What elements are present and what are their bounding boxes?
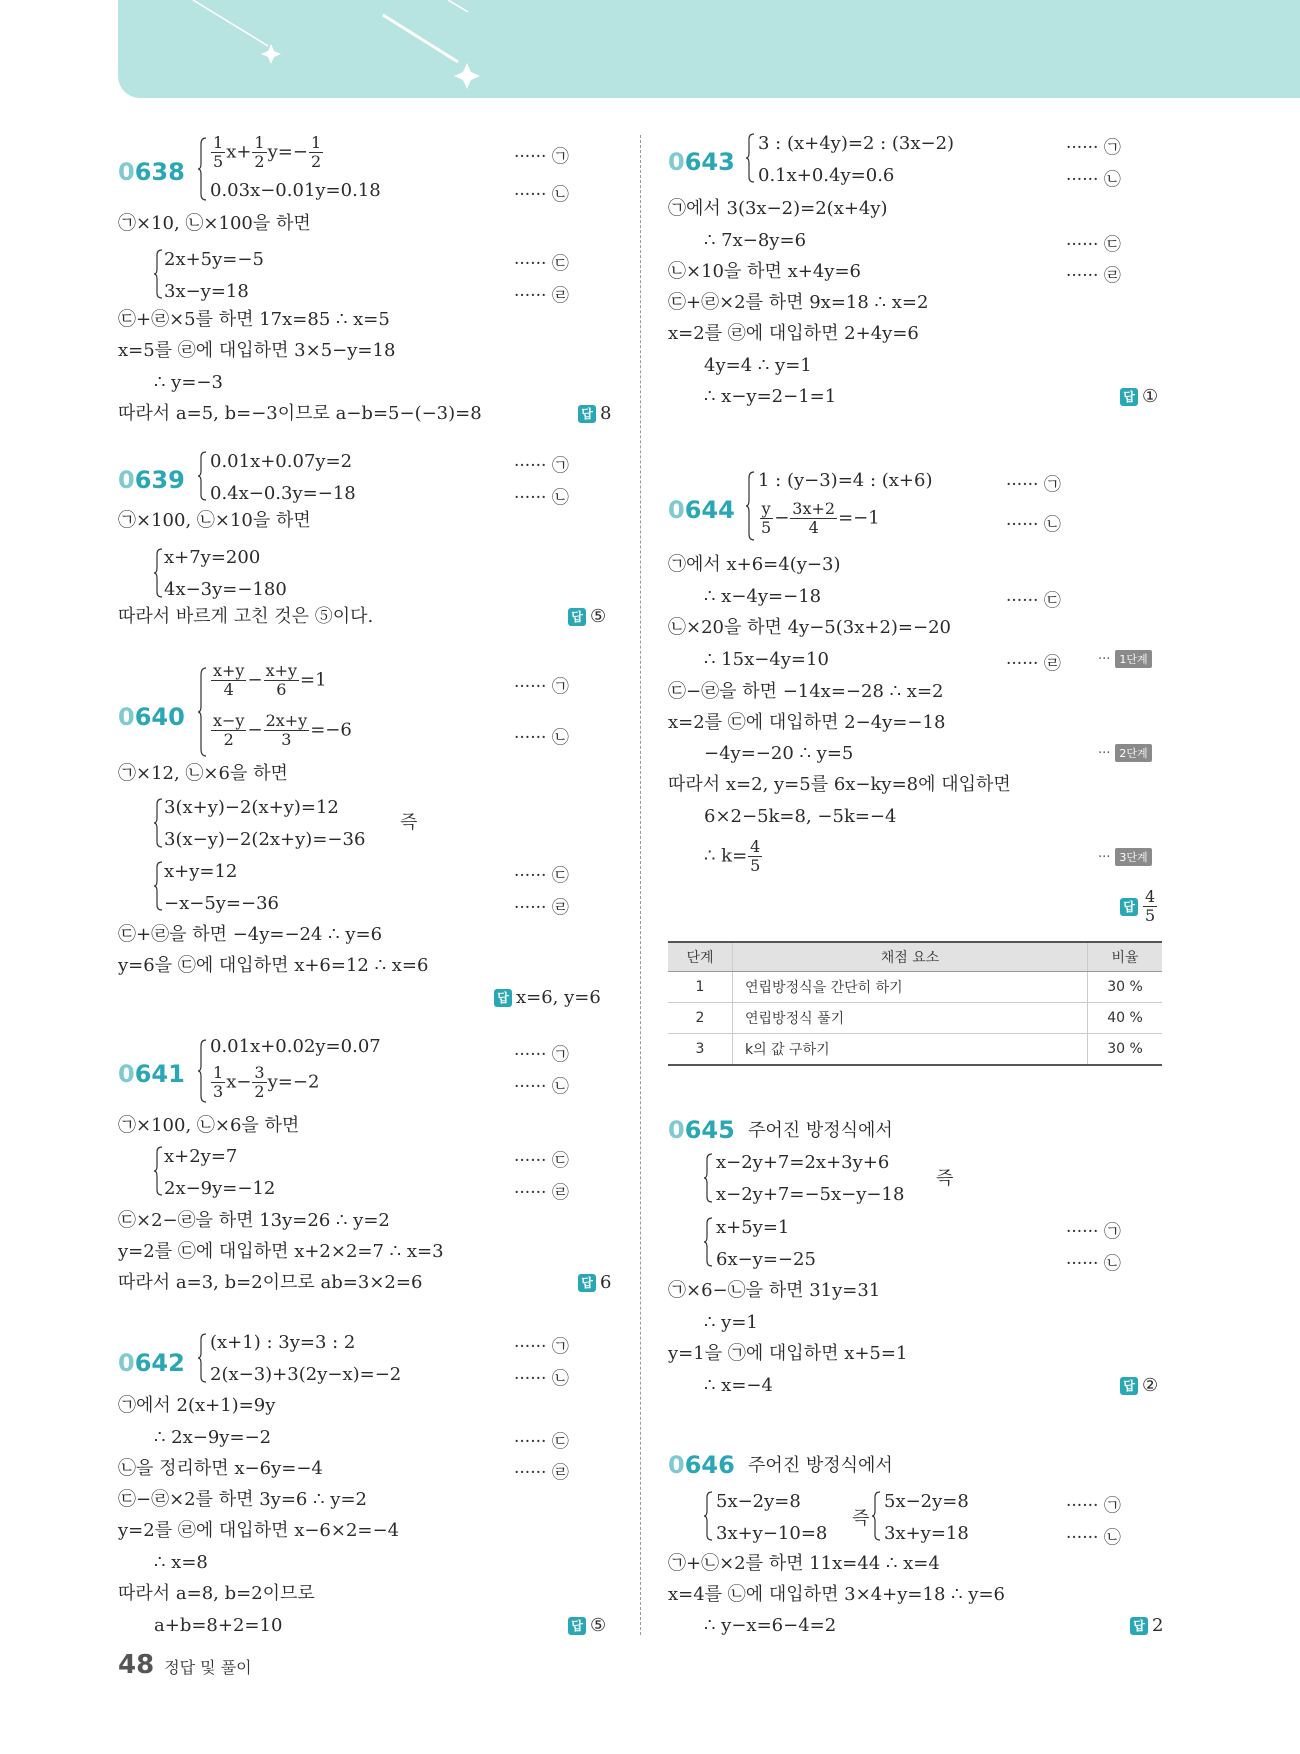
equation-tag: ······ ㉡ [514, 1369, 569, 1389]
solution-line: 6×2−5k=8, −5k=−4 [704, 806, 897, 827]
solution-line: ∴ 15x−4y=10 [704, 649, 829, 670]
equation-line: 0.4x−0.3y=−18 [210, 483, 356, 504]
solution-line: a+b=8+2=10 [154, 1615, 283, 1636]
system-brace [198, 1332, 208, 1384]
solution-line: ㉢+㉣×5를 하면 17x=85 ∴ x=5 [118, 309, 390, 330]
equation-line: 3(x+y)−2(x+y)=12 [164, 797, 339, 818]
system-brace [154, 547, 164, 599]
table-header: 비율 [1088, 942, 1163, 972]
equation-line: 3x−y=18 [164, 281, 249, 302]
solution-line: x=2를 ㉣에 대입하면 2+4y=6 [668, 323, 919, 344]
table-cell: 연립방정식 풀기 [733, 1003, 1088, 1034]
solution-line: 따라서 a=5, b=−3이므로 a−b=5−(−3)=8 [118, 403, 482, 424]
equation-tag: ······ ㉢ [514, 1432, 569, 1452]
equation-tag: ······ ㉠ [514, 147, 569, 167]
solution-line: ∴ x=−4 [704, 1375, 773, 1396]
equation-tag: ······ ㉠ [1066, 1496, 1121, 1516]
column-divider [640, 135, 641, 1635]
equation-tag: ······ ㉠ [514, 677, 569, 697]
solution-line: ㉢−㉣을 하면 −14x=−28 ∴ x=2 [668, 681, 944, 702]
equation-line: 3x+y−10=8 [716, 1523, 828, 1544]
answer: 답 ⑤ [568, 1615, 606, 1636]
solution-line: 따라서 a=3, b=2이므로 ab=3×2=6 [118, 1272, 423, 1293]
equation-tag: ······ ㉡ [1006, 515, 1061, 535]
system-brace [198, 1038, 208, 1104]
problem-number-0643: 0643 [668, 148, 735, 176]
equation-line: 5x−2y=8 [884, 1491, 969, 1512]
answer-badge: 답 [568, 608, 586, 626]
equation-tag: ······ ㉢ [514, 1151, 569, 1171]
equation-line: x−2y+7=−5x−y−18 [716, 1184, 905, 1205]
problem-number-0640: 0640 [118, 703, 185, 731]
answer-badge: 답 [494, 989, 512, 1007]
equation-tag: ······ ㉡ [1066, 170, 1121, 190]
equation-tag: ······ ㉣ [514, 286, 569, 306]
equation-tag: ······ ㉣ [514, 898, 569, 918]
equation-line: x+7y=200 [164, 547, 261, 568]
system-brace [198, 450, 208, 502]
table-cell: 30 % [1088, 1034, 1163, 1066]
page-number: 48 [118, 1650, 155, 1680]
system-brace [704, 1152, 714, 1204]
solution-line: ∴ y−x=6−4=2 [704, 1615, 837, 1636]
system-brace [872, 1490, 882, 1542]
solution-line: ㉢+㉣×2를 하면 9x=18 ∴ x=2 [668, 292, 929, 313]
equation-line: 2x+5y=−5 [164, 249, 264, 270]
equation-line: x+5y=1 [716, 1217, 790, 1238]
system-brace [154, 860, 164, 912]
answer-badge: 답 [578, 405, 596, 423]
equation-line: x+2y=7 [164, 1146, 238, 1167]
equation-line: (x+1) : 3y=3 : 2 [210, 1332, 356, 1353]
equation-tag: ······ ㉢ [514, 866, 569, 886]
table-row [668, 972, 1162, 1003]
table-row [668, 1034, 1162, 1066]
answer: 답 ① [1120, 386, 1158, 407]
step-marker-1: ··· 1단계 [1098, 650, 1152, 668]
page-footer [118, 1650, 252, 1680]
solution-line: ㉠에서 x+6=4(y−3) [668, 554, 841, 575]
table-row [668, 1003, 1162, 1034]
table-header: 채점 요소 [733, 942, 1088, 972]
answer: 답 $\frac{4}{5}$ [1120, 888, 1158, 925]
solution-line: −4y=−20 ∴ y=5 [704, 743, 854, 764]
solution-line: ∴ x−y=2−1=1 [704, 386, 837, 407]
equation-tag: ······ ㉣ [1006, 654, 1061, 674]
solution-line: ㉢−㉣×2를 하면 3y=6 ∴ y=2 [118, 1489, 367, 1510]
system-brace [154, 1145, 164, 1197]
answer-badge: 답 [1120, 388, 1138, 406]
solution-line: ∴ x−4y=−18 [704, 586, 822, 607]
equation-line: $\frac{1}{3}$ x− $\frac{3}{2}$ y=−2 [213, 1063, 320, 1101]
solution-line: ㉠×12, ㉡×6을 하면 [118, 763, 288, 784]
equation-tag: ······ ㉠ [514, 1337, 569, 1357]
equation-line: 0.01x+0.02y=0.07 [210, 1036, 381, 1057]
answer: 답 6 [578, 1272, 611, 1293]
answer-badge: 답 [568, 1617, 586, 1635]
equation-tag: ······ ㉠ [1066, 1222, 1121, 1242]
jeuk-label: 즉 [852, 1508, 870, 1529]
equation-line: 2(x−3)+3(2y−x)=−2 [210, 1364, 402, 1385]
problem-intro: 주어진 방정식에서 [748, 1120, 893, 1141]
equation-line: 4x−3y=−180 [164, 579, 287, 600]
equation-line: −x−5y=−36 [164, 893, 280, 914]
step-marker-3: ··· 3단계 [1098, 848, 1152, 866]
equation-line: $\frac{1}{5}$ x+ $\frac{1}{2}$ y=− $\frac{1}{2}$ [213, 133, 322, 171]
answer: 답 2 [1130, 1615, 1163, 1636]
equation-tag: ······ ㉣ [1066, 266, 1121, 286]
solution-line: ㉡을 정리하면 x−6y=−4 [118, 1458, 323, 1479]
solution-line: 4y=4 ∴ y=1 [704, 355, 812, 376]
sparkle-decoration [118, 0, 618, 98]
table-cell: 30 % [1088, 972, 1163, 1003]
table-cell: 2 [668, 1003, 733, 1034]
equation-line: x+y=12 [164, 861, 238, 882]
system-brace [198, 136, 208, 202]
step-marker-2: ··· 2단계 [1098, 744, 1152, 762]
table-cell: k의 값 구하기 [733, 1034, 1088, 1066]
equation-line: 6x−y=−25 [716, 1249, 816, 1270]
solution-line: ∴ 7x−8y=6 [704, 230, 807, 251]
problem-number-0639: 0639 [118, 466, 185, 494]
system-brace [704, 1216, 714, 1268]
answer-badge: 답 [1130, 1617, 1148, 1635]
solution-line: ㉡×20을 하면 4y−5(3x+2)=−20 [668, 617, 951, 638]
scoring-table [668, 941, 1162, 1066]
equation-tag: ······ ㉢ [1006, 591, 1061, 611]
equation-tag: ······ ㉡ [514, 728, 569, 748]
answer: 답 x=6, y=6 [494, 987, 601, 1008]
problem-number-0646: 0646 [668, 1451, 735, 1479]
equation-line: 0.01x+0.07y=2 [210, 451, 353, 472]
equation-line: 0.03x−0.01y=0.18 [210, 180, 381, 201]
problem-number-0638: 0638 [118, 158, 185, 186]
system-brace [704, 1490, 714, 1542]
solution-line: ㉢×2−㉣을 하면 13y=26 ∴ y=2 [118, 1210, 390, 1231]
table-header: 단계 [668, 942, 733, 972]
equation-tag: ······ ㉠ [1006, 475, 1061, 495]
answer: 답 ② [1120, 1375, 1158, 1396]
solution-line: ㉠에서 3(3x−2)=2(x+4y) [668, 198, 888, 219]
solution-line: ∴ x=8 [154, 1552, 208, 1573]
system-brace [154, 797, 164, 849]
answer-badge: 답 [1120, 1377, 1138, 1395]
solution-line: x=4를 ㉡에 대입하면 3×4+y=18 ∴ y=6 [668, 1584, 1006, 1605]
equation-tag: ······ ㉣ [514, 1463, 569, 1483]
table-cell: 3 [668, 1034, 733, 1066]
equation-line: $\frac{y}{5}$ − $\frac{3x+2}{4}$ =−1 [761, 499, 880, 537]
solution-line: ∴ k= $\frac{4}{5}$ [704, 837, 761, 875]
jeuk-label: 즉 [936, 1168, 954, 1189]
system-brace [154, 248, 164, 300]
equation-line: 3(x−y)−2(2x+y)=−36 [164, 829, 366, 850]
equation-tag: ······ ㉠ [1066, 138, 1121, 158]
answer: 답 ⑤ [568, 606, 606, 627]
solution-line: 따라서 바르게 고친 것은 ⑤이다. [118, 606, 374, 627]
solution-line: ㉢+㉣을 하면 −4y=−24 ∴ y=6 [118, 924, 383, 945]
equation-line: 5x−2y=8 [716, 1491, 801, 1512]
solution-line: ㉠+㉡×2를 하면 11x=44 ∴ x=4 [668, 1553, 940, 1574]
footer-label: 정답 및 풀이 [164, 1658, 252, 1677]
solution-line: ㉠에서 2(x+1)=9y [118, 1395, 276, 1416]
equation-line: 3x+y=18 [884, 1523, 969, 1544]
solution-line: x=2를 ㉢에 대입하면 2−4y=−18 [668, 712, 946, 733]
header-banner [118, 0, 1300, 98]
equation-line: 2x−9y=−12 [164, 1178, 276, 1199]
table-cell: 40 % [1088, 1003, 1163, 1034]
table-cell: 연립방정식을 간단히 하기 [733, 972, 1088, 1003]
problem-number-0641: 0641 [118, 1060, 185, 1088]
system-brace [746, 132, 756, 184]
equation-line: x−2y+7=2x+3y+6 [716, 1152, 890, 1173]
equation-tag: ······ ㉡ [514, 1077, 569, 1097]
equation-tag: ······ ㉡ [514, 185, 569, 205]
equation-line: 3 : (x+4y)=2 : (3x−2) [758, 133, 955, 154]
solution-line: ∴ y=−3 [154, 372, 223, 393]
problem-number-0642: 0642 [118, 1349, 185, 1377]
equation-tag: ······ ㉢ [1066, 235, 1121, 255]
equation-tag: ······ ㉡ [1066, 1528, 1121, 1548]
solution-line: ∴ 2x−9y=−2 [154, 1427, 272, 1448]
answer-badge: 답 [578, 1274, 596, 1292]
system-brace [746, 470, 756, 542]
problem-number-0644: 0644 [668, 496, 735, 524]
equation-tag: ······ ㉡ [514, 488, 569, 508]
equation-line: 0.1x+0.4y=0.6 [758, 165, 895, 186]
table-cell: 1 [668, 972, 733, 1003]
solution-line: x=5를 ㉣에 대입하면 3×5−y=18 [118, 340, 396, 361]
solution-line: y=2를 ㉣에 대입하면 x−6×2=−4 [118, 1520, 400, 1541]
solution-line: 따라서 a=8, b=2이므로 [118, 1583, 315, 1604]
equation-line: 1 : (y−3)=4 : (x+6) [758, 470, 933, 491]
equation-tag: ······ ㉣ [514, 1183, 569, 1203]
solution-line: 따라서 x=2, y=5를 6x−ky=8에 대입하면 [668, 774, 1011, 795]
equation-line: $\frac{x-y}{2}$ − $\frac{2x+y}{3}$ =−6 [213, 711, 352, 749]
solution-line: ㉠×100, ㉡×6을 하면 [118, 1115, 300, 1136]
solution-line: ㉡×10을 하면 x+4y=6 [668, 261, 861, 282]
jeuk-label: 즉 [400, 812, 418, 833]
equation-tag: ······ ㉠ [514, 456, 569, 476]
equation-line: $\frac{x+y}{4}$ − $\frac{x+y}{6}$ =1 [213, 661, 327, 699]
solution-line: ㉠×100, ㉡×10을 하면 [118, 510, 311, 531]
solution-line: ㉠×6−㉡을 하면 31y=31 [668, 1280, 881, 1301]
equation-tag: ······ ㉡ [1066, 1254, 1121, 1274]
equation-tag: ······ ㉠ [514, 1045, 569, 1065]
problem-intro: 주어진 방정식에서 [748, 1455, 893, 1476]
problem-number-0645: 0645 [668, 1116, 735, 1144]
answer: 답 8 [578, 403, 611, 424]
solution-line: y=6을 ㉢에 대입하면 x+6=12 ∴ x=6 [118, 955, 429, 976]
system-brace [198, 666, 208, 758]
solution-line: y=1을 ㉠에 대입하면 x+5=1 [668, 1343, 908, 1364]
answer-badge: 답 [1120, 898, 1138, 916]
solution-line: y=2를 ㉢에 대입하면 x+2×2=7 ∴ x=3 [118, 1241, 444, 1262]
equation-tag: ······ ㉢ [514, 254, 569, 274]
solution-line: ∴ y=1 [704, 1312, 758, 1333]
solution-line: ㉠×10, ㉡×100을 하면 [118, 213, 311, 234]
